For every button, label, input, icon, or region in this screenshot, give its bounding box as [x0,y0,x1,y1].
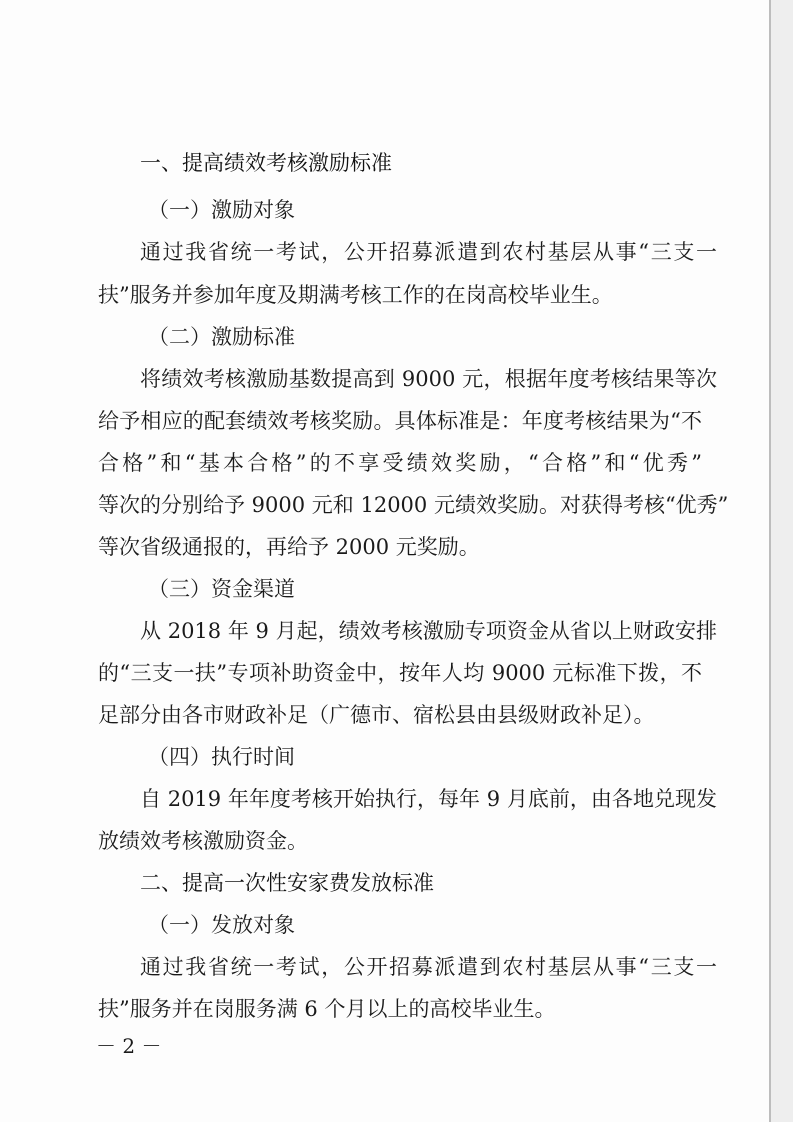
paragraph-line: 的“三支一扶”专项补助资金中，按年人均 9000 元标准下拨，不 [98,661,702,685]
paragraph-line: 扶”服务并在岗服务满 6 个月以上的高校毕业生。 [98,997,556,1021]
section-heading: 一、提高绩效考核激励标准 [140,151,392,175]
paragraph-line: 扶”服务并参加年度及期满考核工作的在岗高校毕业生。 [98,283,613,307]
subsection-heading: （三）资金渠道 [148,577,295,601]
paragraph-line: 等次的分别给予 9000 元和 12000 元绩效奖励。对获得考核“优秀” [98,493,729,517]
subsection-heading: （四）执行时间 [148,745,295,769]
subsection-heading: （一）激励对象 [148,198,295,222]
subsection-heading: （一）发放对象 [148,913,295,937]
paragraph-line: 将绩效考核激励基数提高到 9000 元，根据年度考核结果等次 [140,367,717,391]
paragraph-line: 从 2018 年 9 月起，绩效考核激励专项资金从省以上财政安排 [140,619,717,643]
paragraph-line: 通过我省统一考试，公开招募派遣到农村基层从事“三支一 [140,240,717,264]
paragraph-line: 足部分由各市财政补足（广德市、宿松县由县级财政补足）。 [98,703,655,727]
paragraph-line: 给予相应的配套绩效考核奖励。具体标准是：年度考核结果为“不 [98,409,702,433]
paragraph-line: 通过我省统一考试，公开招募派遣到农村基层从事“三支一 [140,955,717,979]
section-heading: 二、提高一次性安家费发放标准 [140,871,434,895]
paragraph-line: 自 2019 年年度考核开始执行，每年 9 月底前，由各地兑现发 [140,787,717,811]
scan-margin [771,0,793,1122]
paragraph-line: 合格”和“基本合格”的不享受绩效奖励，“合格”和“优秀” [98,451,702,475]
scan-edge-line [769,0,771,1122]
paragraph-line: 放绩效考核激励资金。 [98,829,308,853]
subsection-heading: （二）激励标准 [148,325,295,349]
paragraph-line: 等次省级通报的，再给予 2000 元奖励。 [98,535,480,559]
page-number: － 2 － [96,1034,162,1058]
